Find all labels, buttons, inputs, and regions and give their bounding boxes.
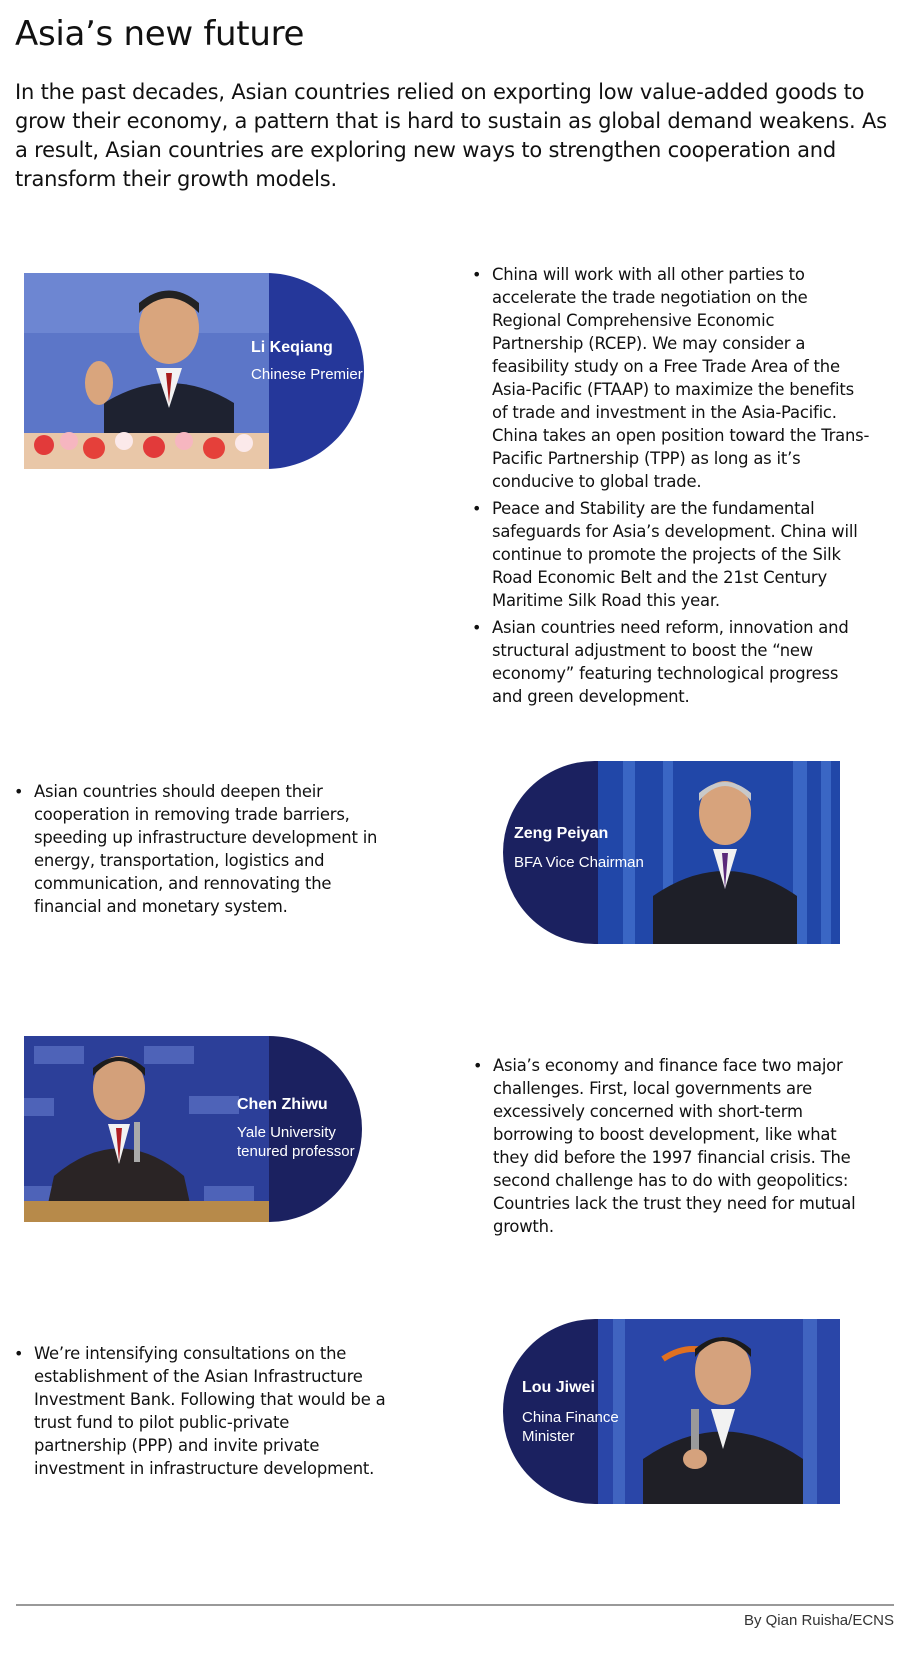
speaker-card-chen-zhiwu	[24, 1036, 362, 1222]
speaker-role: BFA Vice Chairman	[514, 854, 644, 871]
page-title: Asia’s new future	[15, 14, 305, 54]
quote-list-zeng-peiyan	[14, 780, 394, 922]
speaker-role: Chinese Premier	[251, 366, 363, 383]
footer-divider	[16, 1604, 894, 1606]
speaker-role-line1: Yale University	[237, 1124, 336, 1141]
quote-list-lou-jiwei	[14, 1342, 386, 1484]
speaker-role-line1: China Finance	[522, 1409, 619, 1426]
speaker-name: Chen Zhiwu	[237, 1096, 328, 1113]
quote-bullet: • Asia’s economy and finance face two major challenges. First, local governments are excessively concerned with short-term borrowing to boost development, like what they did before the 1997 financial crisis. The second challenge has to do with geopolitics: Countries lack the trust they need for mutual growth.	[493, 1054, 873, 1238]
quote-bullet: • Asian countries need reform, innovation and structural adjustment to boost the “new economy” featuring technological progress and green development.	[492, 616, 870, 708]
quote-list-li-keqiang	[472, 263, 870, 712]
speaker-role-line2: tenured professor	[237, 1143, 355, 1160]
intro-paragraph: In the past decades, Asian countries relied on exporting low value-added goods to grow their economy, a pattern that is hard to sustain as global demand weakens. As a result, Asian countries are exploring new ways to strengthen cooperation and transform their growth models.	[15, 80, 887, 191]
speaker-name: Li Keqiang	[251, 339, 333, 356]
quote-list-chen-zhiwu	[473, 1054, 873, 1242]
quote-bullet: • We’re intensifying consultations on the establishment of the Asian Infrastructure Investment Bank. Following that would be a trust fund to pilot public-private partnership (PPP) and invite private investment in infrastructure development.	[34, 1342, 386, 1480]
quote-bullet: • China will work with all other parties to accelerate the trade negotiation on the Regional Comprehensive Economic Partnership (RCEP). We may consider a feasibility study on a Free Trade Area of the Asia-Pacific (FTAAP) to maximize the benefits of trade and investment in the Asia-Pacific. China takes an open position toward the Trans-Pacific Partnership (TPP) as long as it’s conducive to global trade.	[492, 263, 870, 493]
byline: By Qian Ruisha/ECNS	[743, 1612, 894, 1629]
quote-bullet: • Peace and Stability are the fundamental safeguards for Asia’s development. China will continue to promote the projects of the Silk Road Economic Belt and the 21st Century Maritime Silk Road this year.	[492, 497, 870, 612]
speaker-role-line2: Minister	[522, 1428, 575, 1445]
speaker-card-li-keqiang	[24, 273, 364, 469]
speaker-name: Lou Jiwei	[522, 1379, 595, 1396]
speaker-name: Zeng Peiyan	[514, 825, 609, 842]
speaker-card-zeng-peiyan	[503, 761, 840, 944]
quote-bullet: • Asian countries should deepen their cooperation in removing trade barriers, speeding up infrastructure development in energy, transportation, logistics and communication, and rennovating the financial and monetary system.	[34, 780, 394, 918]
speaker-card-lou-jiwei	[503, 1319, 840, 1504]
